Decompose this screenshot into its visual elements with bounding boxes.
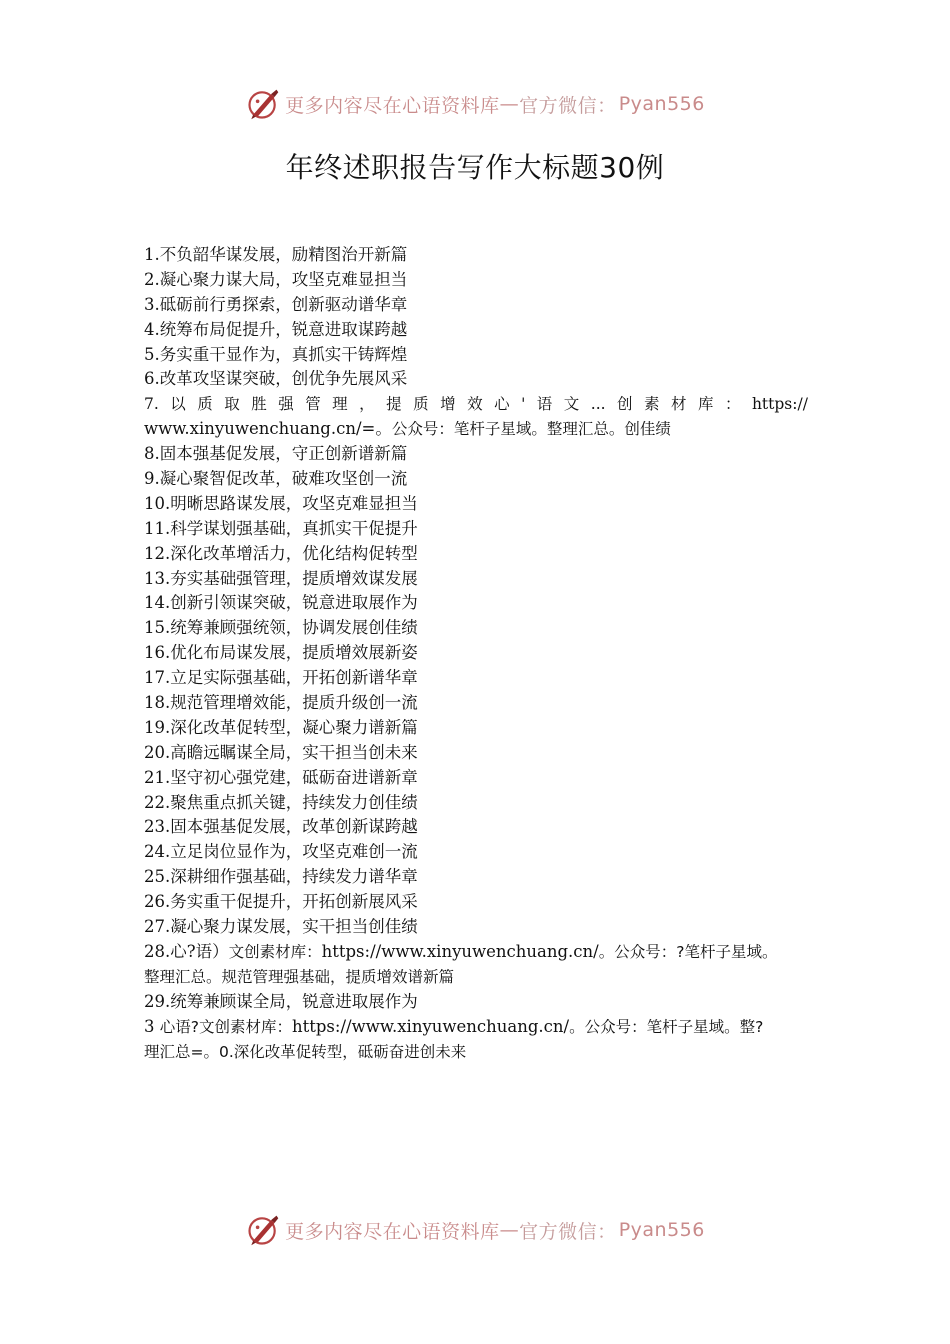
item7-rest: 公众号：笔杆子星域。整理汇总。创佳绩 xyxy=(391,420,671,439)
list-item: 18.规范管理增效能，提质升级创一流 xyxy=(144,693,418,713)
list-item: 8.固本强基促发展，守正创新谱新篇 xyxy=(144,444,408,464)
item28-url: https://www.xinyuwenchuang.cn/ xyxy=(321,941,599,961)
list-item: 5.务实重干显作为，真抓实干铸辉煌 xyxy=(144,344,408,364)
list-item-7-continued xyxy=(144,417,808,442)
watermark-wechat-id: Pyan556 xyxy=(618,1219,705,1241)
footer-watermark xyxy=(0,1208,950,1252)
item30-url: https://www.xinyuwenchuang.cn/ xyxy=(291,1016,570,1036)
list-item: 1.不负韶华谋发展，励精图治开新篇 xyxy=(144,245,408,264)
list-item: 24.立足岗位显作为，攻坚克难创一流 xyxy=(144,842,418,862)
watermark-wechat-label: 官方微信： xyxy=(519,94,617,117)
list-item: 16.优化布局谋发展，提质增效展新姿 xyxy=(144,643,418,663)
list-item: 14.创新引领谋突破，锐意进取展作为 xyxy=(144,593,418,613)
pen-logo-icon xyxy=(245,1212,281,1248)
list-item-28-continued: 整理汇总。规范管理强基础，提质增效谱新篇 xyxy=(144,967,455,986)
item7-url: www.xinyuwenchuang.cn/=。 xyxy=(144,419,392,439)
list-item: 13.夯实基础强管理，提质增效谋发展 xyxy=(144,568,418,588)
header-watermark xyxy=(0,82,950,126)
pen-logo-icon xyxy=(245,86,281,122)
list-item: 17.立足实际强基础，开拓创新谱华章 xyxy=(144,668,418,688)
list-item: 6.改革攻坚谋突破，创优争先展风采 xyxy=(144,369,408,389)
list-item: 9.凝心聚智促改革，破难攻坚创一流 xyxy=(144,469,408,489)
list-item: 20.高瞻远瞩谋全局，实干担当创未来 xyxy=(144,742,418,762)
list-item: 4.统筹布局促提升，锐意进取谋跨越 xyxy=(144,319,408,339)
list-item-28: 28.心?语）文创素材库：https://www.xinyuwenchuang.cn/。公众号：?笔杆子星域。 xyxy=(144,941,778,961)
list-item-30-continued: 理汇总=。0.深化改革促转型，砥砺奋进创未来 xyxy=(144,1042,467,1061)
list-item: 27.凝心聚力谋发展，实干担当创佳绩 xyxy=(144,917,418,937)
list-item: 29.统筹兼顾谋全局，锐意进取展作为 xyxy=(144,991,418,1011)
list-item: 26.务实重干促提升，开拓创新展风采 xyxy=(144,892,418,912)
watermark-main-text: 更多内容尽在心语资料库 xyxy=(285,94,500,117)
watermark-main-text: 更多内容尽在心语资料库 xyxy=(285,1220,500,1243)
document-title: 年终述职报告写作大标题30例 xyxy=(285,151,665,184)
list-item: 10.明晰思路谋发展，攻坚克难显担当 xyxy=(144,493,418,513)
watermark-wechat-label: 官方微信： xyxy=(519,1220,617,1243)
list-item: 23.固本强基促发展，改革创新谋跨越 xyxy=(144,817,418,837)
list-item: 25.深耕细作强基础，持续发力谱华章 xyxy=(144,867,418,887)
list-item-7: 7. 以 质 取 胜 强 管 理 ， 提 质 增 效 心 ' 语 文 ... 创 素 材 库 ： https:// xyxy=(144,395,808,414)
title-list xyxy=(144,243,808,1064)
list-item: 3.砥砺前行勇探索，创新驱动谱华章 xyxy=(144,294,408,314)
list-item-30: 3 心语?文创素材库：https://www.xinyuwenchuang.cn/。公众号：笔杆子星域。整? xyxy=(144,1016,764,1036)
list-item: 15.统筹兼顾强统领，协调发展创佳绩 xyxy=(144,618,418,638)
list-item: 22.聚焦重点抓关键，持续发力创佳绩 xyxy=(144,792,418,812)
list-item: 11.科学谋划强基础，真抓实干促提升 xyxy=(144,518,418,538)
list-item: 19.深化改革促转型，凝心聚力谱新篇 xyxy=(144,717,418,737)
watermark-wechat-id: Pyan556 xyxy=(618,93,705,115)
watermark-dash: — xyxy=(499,1219,520,1241)
list-item: 21.坚守初心强党建，砥砺奋进谱新章 xyxy=(144,767,418,787)
list-item: 2.凝心聚力谋大局，攻坚克难显担当 xyxy=(144,269,408,289)
watermark-dash: — xyxy=(499,93,520,115)
list-item: 12.深化改革增活力，优化结构促转型 xyxy=(144,543,418,563)
